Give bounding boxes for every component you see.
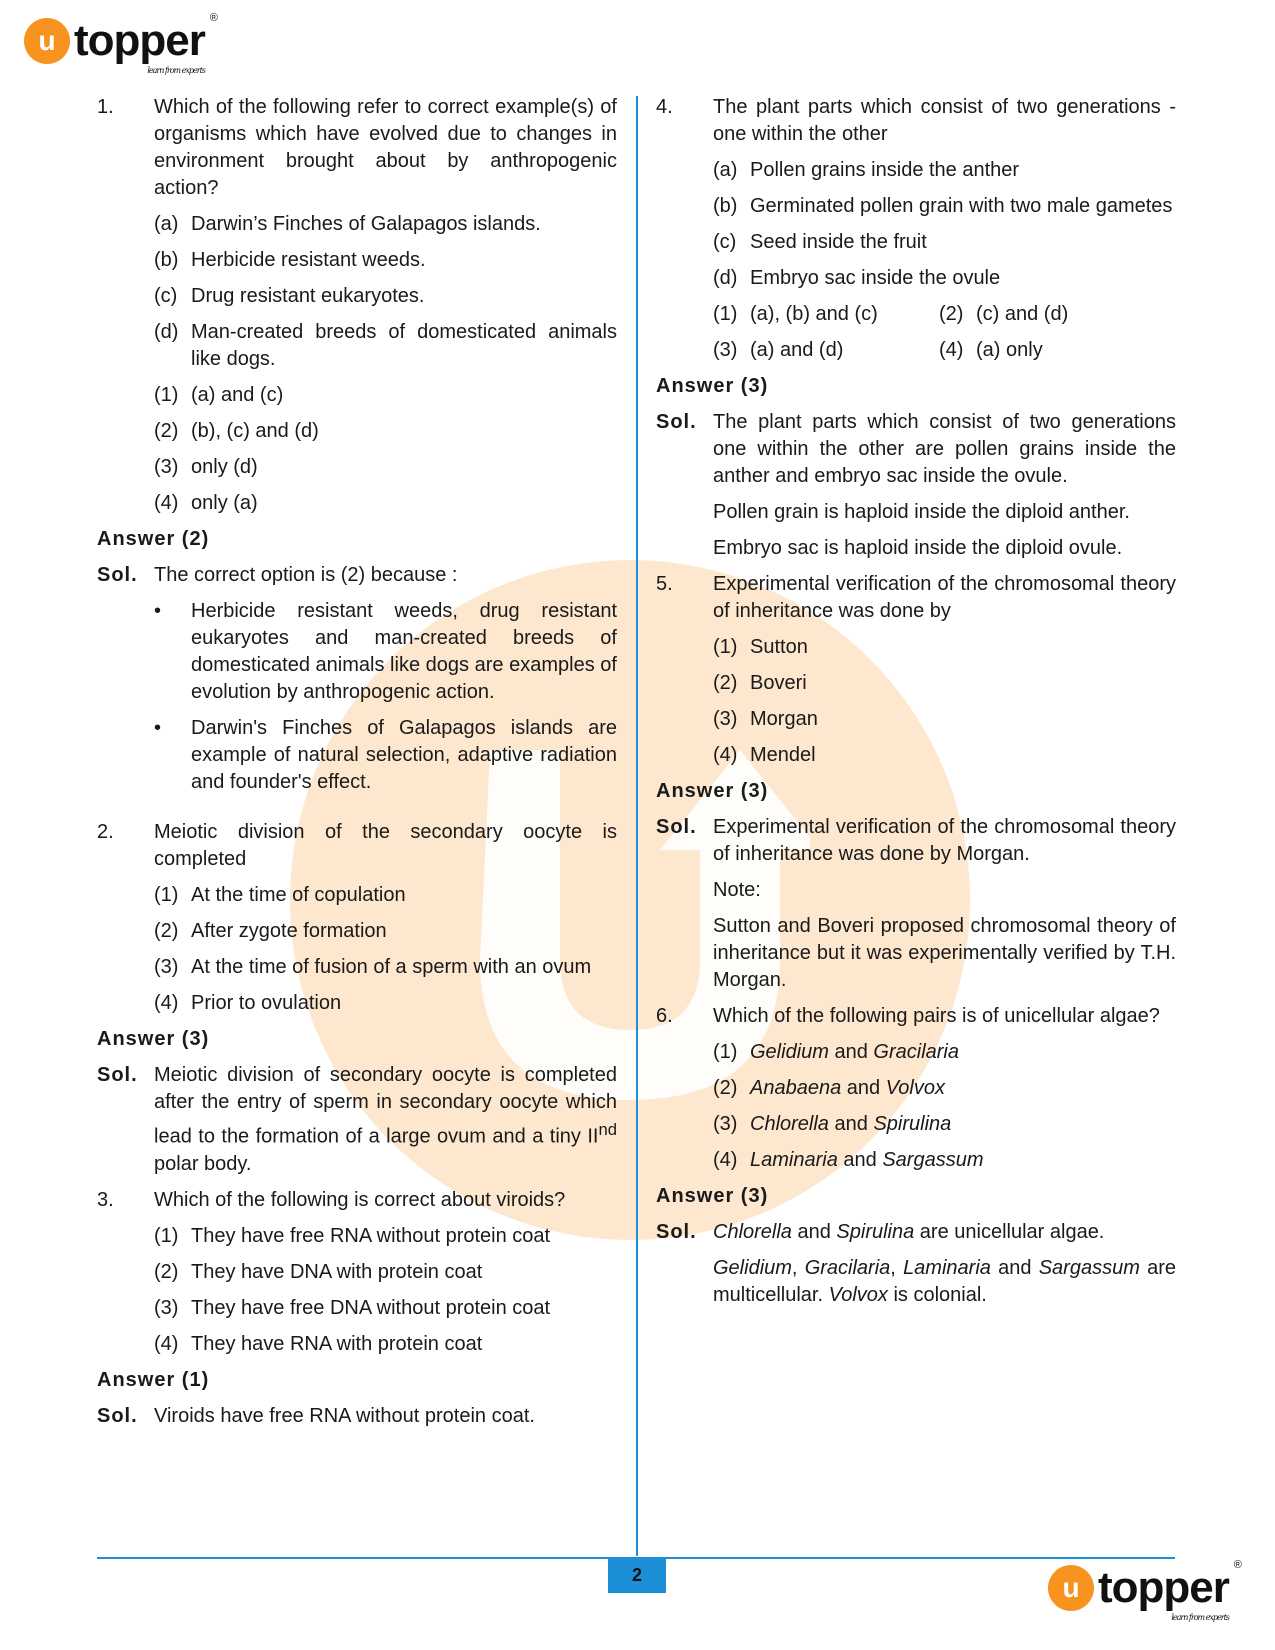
answer-option [939, 301, 1165, 328]
species-name: Gelidium [750, 1041, 829, 1063]
option-label: (2) [939, 303, 964, 325]
option-text: only (a) [191, 492, 258, 514]
option-text: After zygote formation [191, 920, 387, 942]
question-number: 1. [97, 96, 114, 118]
solution [97, 562, 617, 589]
superscript: nd [598, 1120, 617, 1139]
question-text: Which of the following pairs is of unicellular algae? [713, 1005, 1160, 1027]
left-column [97, 94, 617, 1439]
answer-option [713, 1147, 1176, 1174]
answer-line: Answer (3) [656, 1185, 769, 1207]
solution-label: Sol. [97, 564, 138, 586]
solution-tail: polar body. [154, 1152, 252, 1175]
answer-option [154, 418, 617, 445]
species-name: Spirulina [873, 1113, 952, 1135]
answer-option [939, 337, 1165, 364]
column-divider [636, 96, 638, 1556]
solution [97, 1062, 617, 1178]
answer-option [154, 954, 617, 981]
species-name: Volvox [828, 1284, 888, 1306]
option-label: (3) [154, 456, 179, 478]
bullet-item [154, 598, 617, 706]
option-text: (a) and (d) [750, 339, 844, 361]
registered-mark: ® [1233, 1559, 1241, 1571]
answer-option [154, 1259, 617, 1286]
species-name: Laminaria [903, 1257, 991, 1279]
separator: , [890, 1257, 904, 1279]
question-number: 5. [656, 573, 673, 595]
list-item [154, 211, 617, 238]
answer-line: Answer (3) [656, 780, 769, 802]
item-text: Pollen grains inside the anther [750, 159, 1020, 181]
option-text: only (d) [191, 456, 258, 478]
solution [656, 814, 1176, 868]
answer-option [713, 1039, 1176, 1066]
note-text: Sutton and Boveri proposed chromosomal theory of inheritance but it was experimentally verified by T.H. Morgan. [713, 915, 1176, 991]
species-name: Gelidium [713, 1257, 792, 1279]
item-text: Man-created breeds of domesticated animals like dogs. [191, 321, 617, 370]
option-text: They have RNA with protein coat [191, 1332, 483, 1355]
solution-label: Sol. [97, 1064, 138, 1086]
solution-text: The plant parts which consist of two generations one within the other are pollen grains inside the anther and embryo sac inside the ovule. [713, 411, 1176, 487]
solution-text [154, 1062, 617, 1178]
brand-wordmark [74, 12, 217, 75]
answer-line: Answer (2) [97, 528, 210, 550]
bullet-icon: • [154, 717, 162, 739]
bullet-text: Darwin's Finches of Galapagos islands are example of natural selection, adaptive radiation and founder's effect. [191, 717, 617, 793]
solution-text: are multicellular. [713, 1257, 1176, 1306]
answer-line: Answer (1) [97, 1368, 210, 1391]
conjunction: and [834, 1113, 868, 1135]
question-text: Experimental verification of the chromosomal theory of inheritance was done by [713, 573, 1176, 622]
species-name: Anabaena [750, 1077, 842, 1099]
question-4 [656, 94, 1176, 148]
species-name: Gracilaria [804, 1257, 891, 1279]
species-name: Gracilaria [873, 1041, 959, 1063]
solution-body: Meiotic division of secondary oocyte is completed after the entry of sperm in secondary oocyte which lead to the formation of a large ovum and a tiny II [154, 1064, 617, 1148]
answer-option [154, 1331, 617, 1358]
conjunction: and [846, 1077, 881, 1099]
conjunction: and [843, 1149, 877, 1171]
option-label: (2) [154, 920, 179, 942]
option-text: (a), (b) and (c) [750, 303, 878, 325]
solution-label: Sol. [656, 411, 697, 433]
option-text: (a) only [976, 339, 1043, 361]
list-item [154, 283, 617, 310]
option-label: (1) [154, 384, 179, 406]
option-label: (4) [713, 744, 738, 766]
option-label: (4) [939, 339, 964, 361]
option-text: Mendel [750, 744, 816, 766]
bullet-icon: • [154, 600, 162, 622]
answer-option [154, 918, 617, 945]
answer-option [154, 1223, 617, 1250]
answer-option [154, 382, 617, 409]
item-text: Herbicide resistant weeds. [191, 249, 426, 271]
conjunction: and [990, 1257, 1039, 1279]
solution [656, 1219, 1176, 1246]
option-label: (2) [154, 420, 179, 442]
option-text: (b), (c) and (d) [191, 420, 319, 442]
option-label: (4) [154, 492, 179, 514]
solution-paragraph: Pollen grain is haploid inside the diploid anther. [713, 501, 1130, 523]
solution-text: Experimental verification of the chromosomal theory of inheritance was done by Morgan. [713, 816, 1176, 865]
option-text [750, 1075, 1176, 1102]
item-text: Drug resistant eukaryotes. [191, 285, 425, 307]
answer-option-row [713, 337, 1176, 364]
option-label: (2) [154, 1260, 179, 1283]
option-label: (4) [713, 1149, 738, 1171]
option-text: At the time of copulation [191, 884, 406, 906]
answer-option [713, 337, 939, 364]
answer-option [154, 454, 617, 481]
list-item [713, 265, 1176, 292]
option-text: Morgan [750, 708, 818, 730]
answer-option [713, 742, 1176, 769]
brand-wordmark [1098, 1559, 1241, 1622]
note-label: Note: [713, 879, 761, 901]
list-item [713, 157, 1176, 184]
species-name: Sargassum [1038, 1257, 1140, 1279]
question-number: 3. [97, 1188, 114, 1211]
question-text: Which of the following is correct about viroids? [154, 1188, 566, 1211]
item-text: Germinated pollen grain with two male gametes [750, 195, 1173, 217]
species-name: Sargassum [882, 1149, 984, 1171]
answer-option [154, 490, 617, 517]
answer-option [713, 670, 1176, 697]
list-item [713, 193, 1176, 220]
footer-brand-logo [1048, 1559, 1241, 1622]
option-label: (3) [154, 956, 179, 978]
option-label: (1) [154, 884, 179, 906]
solution-paragraph [713, 1255, 1176, 1309]
registered-mark: ® [209, 12, 217, 24]
option-text [750, 1147, 1176, 1174]
solution [97, 1403, 617, 1430]
bullet-item [154, 715, 617, 796]
right-column [656, 94, 1176, 1318]
answer-line: Answer (3) [97, 1028, 210, 1050]
species-name: Chlorella [750, 1113, 829, 1135]
option-label: (3) [713, 1113, 738, 1135]
option-label: (2) [713, 672, 738, 694]
list-item [713, 229, 1176, 256]
conjunction: and [834, 1041, 868, 1063]
brand-name: topper [74, 16, 205, 65]
list-item [154, 247, 617, 274]
answer-option [713, 634, 1176, 661]
option-label: (1) [154, 1224, 179, 1247]
species-name: Volvox [885, 1077, 945, 1099]
question-number: 4. [656, 96, 673, 118]
brand-tagline: learn from experts [1171, 1613, 1229, 1622]
option-label: (2) [713, 1077, 738, 1099]
option-text: (c) and (d) [976, 303, 1069, 325]
solution-text: The correct option is (2) because : [154, 564, 458, 586]
answer-option [713, 706, 1176, 733]
question-2 [97, 819, 617, 873]
solution-label: Sol. [656, 816, 697, 838]
solution-label: Sol. [97, 1404, 138, 1427]
option-text [750, 1039, 1176, 1066]
conjunction: and [791, 1221, 837, 1243]
item-text: Seed inside the fruit [750, 231, 927, 253]
item-label: (b) [713, 195, 738, 217]
item-label: (a) [154, 213, 179, 235]
answer-option [154, 990, 617, 1017]
item-label: (c) [154, 285, 178, 307]
answer-option [713, 1111, 1176, 1138]
solution [656, 409, 1176, 490]
option-label: (1) [713, 303, 738, 325]
option-label: (3) [154, 1296, 179, 1319]
option-text: Boveri [750, 672, 807, 694]
brand-name: topper [1098, 1563, 1229, 1612]
brand-logo [24, 12, 217, 75]
brand-mark-icon: u [1048, 1565, 1094, 1611]
page-number: 2 [608, 1557, 666, 1593]
option-text: They have free DNA without protein coat [191, 1296, 551, 1319]
answer-line: Answer (3) [656, 375, 769, 397]
option-text: Sutton [750, 636, 808, 658]
option-text: Prior to ovulation [191, 992, 342, 1014]
solution-tail: are unicellular algae. [914, 1221, 1105, 1243]
question-5 [656, 571, 1176, 625]
item-label: (d) [154, 321, 179, 343]
question-3 [97, 1187, 617, 1214]
option-label: (3) [713, 708, 738, 730]
question-text: The plant parts which consist of two generations - one within the other [713, 96, 1176, 145]
brand-mark-icon: u [24, 18, 70, 64]
solution-text: Viroids have free RNA without protein coat. [154, 1404, 535, 1427]
option-text: (a) and (c) [191, 384, 284, 406]
question-1 [97, 94, 617, 202]
option-label: (1) [713, 636, 738, 658]
answer-option [154, 882, 617, 909]
solution-paragraph: Embryo sac is haploid inside the diploid ovule. [713, 537, 1123, 559]
bullet-text: Herbicide resistant weeds, drug resistant eukaryotes and man-created breeds of domesticated animals like dogs are examples of evolution by anthropogenic action. [191, 600, 617, 703]
species-name: Laminaria [750, 1149, 838, 1171]
option-label: (4) [154, 992, 179, 1014]
option-text [750, 1111, 1176, 1138]
item-label: (c) [713, 231, 737, 253]
option-label: (1) [713, 1041, 738, 1063]
answer-option-row [713, 301, 1176, 328]
species-name: Chlorella [713, 1221, 792, 1243]
answer-option [713, 1075, 1176, 1102]
list-item [154, 319, 617, 373]
species-name: Spirulina [836, 1221, 915, 1243]
brand-tagline: learn from experts [147, 66, 205, 75]
answer-option [713, 301, 939, 328]
question-text: Which of the following refer to correct example(s) of organisms which have evolved due to changes in environment brought about by anthropogenic action? [154, 96, 617, 199]
item-label: (d) [713, 267, 738, 289]
solution-tail: is colonial. [887, 1284, 987, 1306]
solution-text [713, 1219, 1176, 1246]
question-text: Meiotic division of the secondary oocyte is completed [154, 821, 617, 870]
item-text: Darwin’s Finches of Galapagos islands. [191, 213, 541, 235]
solution-label: Sol. [656, 1221, 697, 1243]
question-number: 2. [97, 821, 114, 843]
option-text: They have free RNA without protein coat [191, 1224, 551, 1247]
item-label: (a) [713, 159, 738, 181]
answer-option [154, 1295, 617, 1322]
option-text: At the time of fusion of a sperm with an ovum [191, 956, 592, 978]
separator: , [791, 1257, 805, 1279]
option-label: (3) [713, 339, 738, 361]
item-label: (b) [154, 249, 179, 271]
option-text: They have DNA with protein coat [191, 1260, 483, 1283]
item-text: Embryo sac inside the ovule [750, 267, 1001, 289]
option-label: (4) [154, 1332, 179, 1355]
question-6 [656, 1003, 1176, 1030]
question-number: 6. [656, 1005, 673, 1027]
